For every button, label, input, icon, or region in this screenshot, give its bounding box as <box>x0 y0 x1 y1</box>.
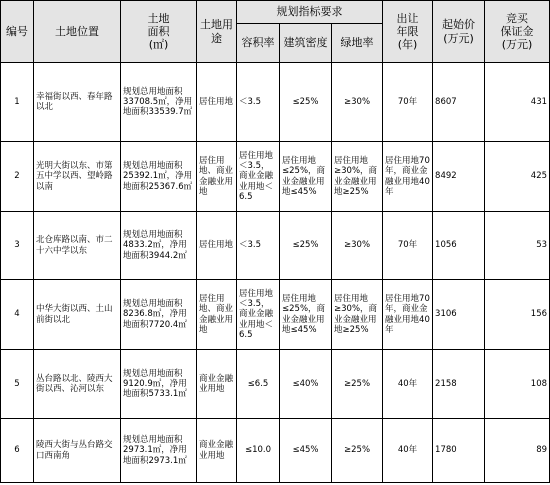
header-area-line2: 面积 <box>147 24 170 38</box>
cell-usage: 居住用地 <box>197 212 237 280</box>
header-planning-group-label: 规划指标要求 <box>276 5 343 19</box>
cell-deposit: 89 <box>485 419 550 483</box>
cell-plot-ratio: ≤10.0 <box>237 419 280 483</box>
cell-density: ≤25% <box>280 63 332 142</box>
cell-plot-ratio: 居住用地＜3.5，商业金融业用地＜6.5 <box>237 142 280 212</box>
table-row <box>1 280 550 350</box>
cell-green-rate: 居住用地≥30%，商业金融业用地≥25% <box>332 280 383 350</box>
cell-usage: 居住用地 <box>197 63 237 142</box>
header-start-price-unit: (万元) <box>443 31 474 45</box>
header-plot-ratio-label: 容积率 <box>241 36 275 50</box>
header-deposit-line2: 保证金 <box>500 24 534 38</box>
table-row <box>1 142 550 212</box>
header-green-rate-label: 绿地率 <box>340 36 374 50</box>
cell-location: 光明大街以东、市第五中学以西、望岭路以南 <box>34 142 121 212</box>
cell-area: 规划总用地面积33708.5㎡，净用地面积33539.7㎡ <box>121 63 197 142</box>
cell-green-rate: 居住用地≥30%，商业金融业用地≥25% <box>332 142 383 212</box>
cell-deposit: 53 <box>485 212 550 280</box>
cell-usage: 居住用地、商业金融业用地 <box>197 280 237 350</box>
header-density-label: 建筑密度 <box>283 36 328 50</box>
cell-green-rate: ≥30% <box>332 212 383 280</box>
header-term-line2: 年限 <box>396 24 419 38</box>
cell-density: 居住用地≤25%，商业金融业用地≤45% <box>280 142 332 212</box>
header-usage-line1: 土地用 <box>200 18 233 32</box>
table-row <box>1 419 550 483</box>
header-id-label: 编号 <box>6 24 28 38</box>
cell-area: 规划总用地面积8236.8㎡，净用地面积7720.4㎡ <box>121 280 197 350</box>
header-area-line1: 土地 <box>147 11 170 25</box>
cell-plot-ratio: ＜3.5 <box>237 63 280 142</box>
cell-plot-ratio: ＜3.5 <box>237 212 280 280</box>
header-start-price <box>433 1 485 63</box>
cell-term: 70年 <box>383 212 433 280</box>
cell-area: 规划总用地面积9120.9㎡，净用地面积5733.1㎡ <box>121 350 197 419</box>
header-location <box>34 1 121 63</box>
cell-id: 6 <box>1 419 34 483</box>
cell-term: 40年 <box>383 350 433 419</box>
cell-usage: 商业金融业用地 <box>197 419 237 483</box>
header-density <box>280 24 332 63</box>
cell-green-rate: ≥30% <box>332 63 383 142</box>
cell-location: 陵西大街与丛台路交口西南角 <box>34 419 121 483</box>
cell-start-price: 8607 <box>433 63 485 142</box>
cell-start-price: 1056 <box>433 212 485 280</box>
header-term <box>383 1 433 63</box>
cell-deposit: 431 <box>485 63 550 142</box>
header-term-line1: 出让 <box>396 11 419 25</box>
cell-start-price: 1780 <box>433 419 485 483</box>
header-deposit <box>485 1 550 63</box>
cell-location: 丛台路以北、陵西大街以西、沁河以东 <box>34 350 121 419</box>
cell-location: 幸福街以西、春年路以北 <box>34 63 121 142</box>
header-deposit-line1: 竞买 <box>506 11 529 25</box>
table-body <box>1 63 550 483</box>
cell-start-price: 3106 <box>433 280 485 350</box>
cell-density: ≤45% <box>280 419 332 483</box>
cell-usage: 商业金融业用地 <box>197 350 237 419</box>
header-deposit-unit: (万元) <box>501 38 533 52</box>
cell-location: 中华大街以西、土山前街以北 <box>34 280 121 350</box>
cell-area: 规划总用地面积4833.2㎡，净用地面积3944.2㎡ <box>121 212 197 280</box>
cell-area: 规划总用地面积2973.1㎡，净用地面积2973.1㎡ <box>121 419 197 483</box>
cell-id: 3 <box>1 212 34 280</box>
cell-start-price: 8492 <box>433 142 485 212</box>
cell-location: 北仓库路以南、市二十六中学以东 <box>34 212 121 280</box>
header-planning-group <box>237 1 383 24</box>
cell-area: 规划总用地面积25392.1㎡，净用地面积25367.6㎡ <box>121 142 197 212</box>
header-usage <box>197 1 237 63</box>
cell-id: 4 <box>1 280 34 350</box>
header-area <box>121 1 197 63</box>
cell-term: 居住用地70年，商业金融业用地40年 <box>383 280 433 350</box>
cell-start-price: 2158 <box>433 350 485 419</box>
table-header <box>1 1 550 63</box>
header-id <box>1 1 34 63</box>
cell-term: 70年 <box>383 63 433 142</box>
cell-plot-ratio: ≤6.5 <box>237 350 280 419</box>
table-row <box>1 350 550 419</box>
cell-id: 5 <box>1 350 34 419</box>
cell-deposit: 108 <box>485 350 550 419</box>
cell-term: 居住用地70年，商业金融业用地40年 <box>383 142 433 212</box>
table-row <box>1 63 550 142</box>
cell-plot-ratio: 居住用地＜3.5，商业金融业用地＜6.5 <box>237 280 280 350</box>
header-area-unit: (㎡) <box>148 38 169 52</box>
cell-density: ≤25% <box>280 212 332 280</box>
header-start-price-line1: 起始价 <box>442 18 476 32</box>
cell-id: 1 <box>1 63 34 142</box>
cell-density: ≤40% <box>280 350 332 419</box>
header-usage-line2: 途 <box>211 31 222 45</box>
cell-deposit: 425 <box>485 142 550 212</box>
cell-deposit: 156 <box>485 280 550 350</box>
header-location-label: 土地位置 <box>55 24 99 38</box>
header-term-unit: (年) <box>397 38 418 52</box>
table-row <box>1 212 550 280</box>
cell-id: 2 <box>1 142 34 212</box>
cell-green-rate: ≥25% <box>332 350 383 419</box>
cell-usage: 居住用地、商业金融业用地 <box>197 142 237 212</box>
header-green-rate <box>332 24 383 63</box>
header-plot-ratio <box>237 24 280 63</box>
cell-density: 居住用地≤25%，商业金融业用地≤45% <box>280 280 332 350</box>
cell-green-rate: ≥25% <box>332 419 383 483</box>
cell-term: 40年 <box>383 419 433 483</box>
